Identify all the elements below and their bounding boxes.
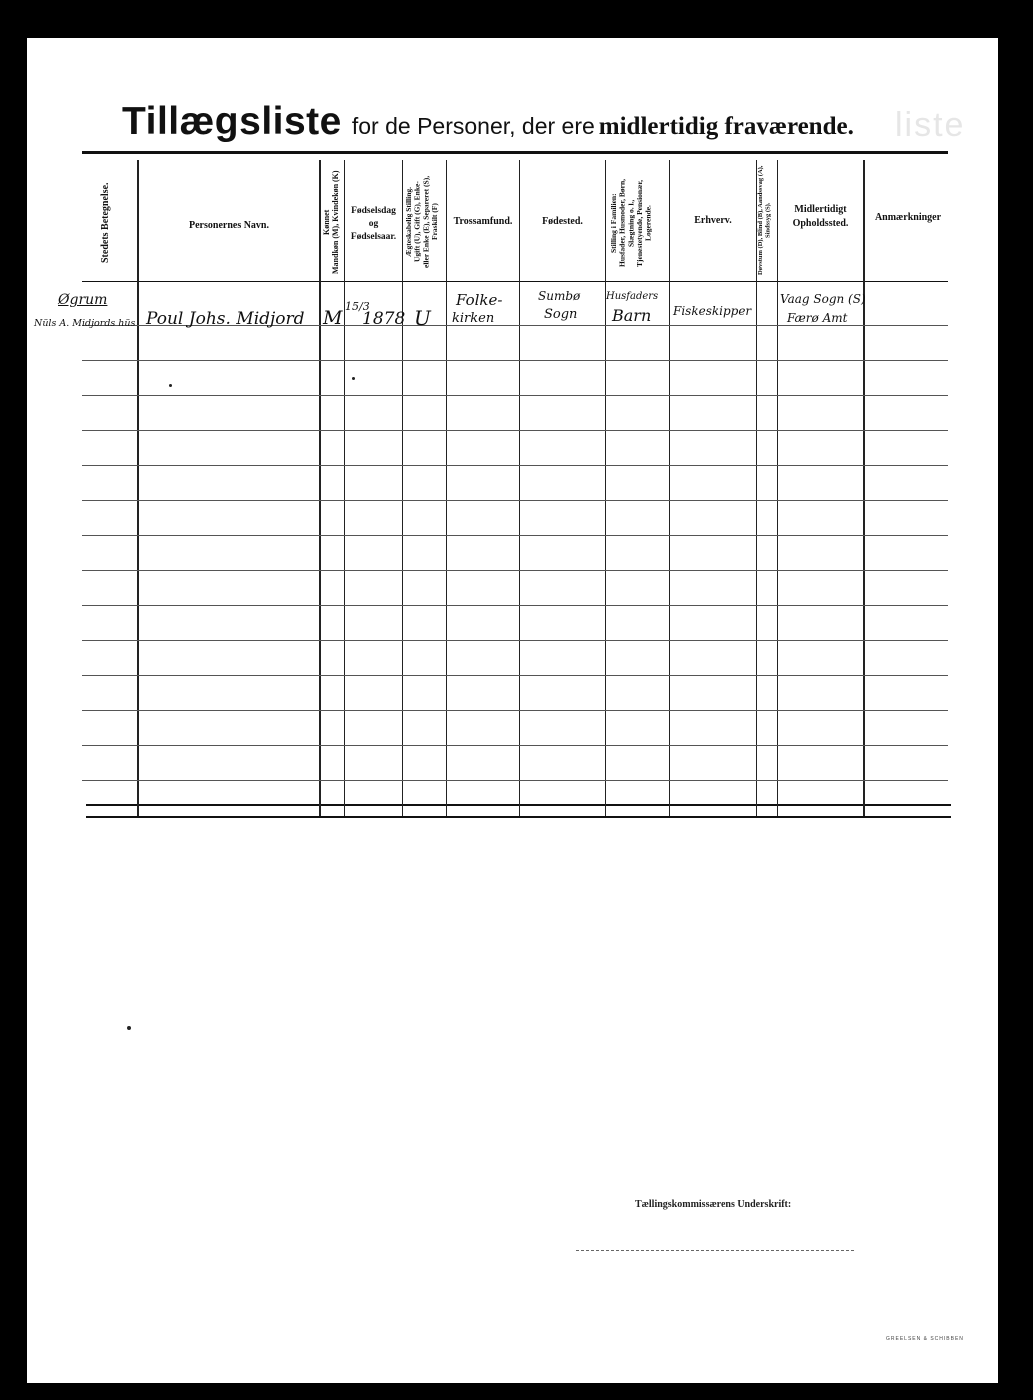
entry-fodested-line1: Sumbø: [538, 289, 581, 303]
header-fodselsdag: Fødselsdag og Fødselsaar.: [350, 206, 397, 242]
header-anm: Anmærkninger: [874, 212, 942, 223]
row-line: [82, 745, 948, 746]
entry-fodsel-day: 15/3: [345, 300, 370, 313]
header-tro: Trossamfund.: [453, 216, 513, 227]
row-line: [82, 570, 948, 571]
col-line-2: [319, 160, 321, 816]
signature-line: [576, 1250, 854, 1251]
entry-midl-line2: Færø Amt: [787, 311, 848, 325]
entry-erhverv: Fiskeskipper: [673, 304, 752, 318]
printer-mark: GREELSEN & SCHIBBEN: [886, 1336, 964, 1342]
ink-speck: [127, 1026, 131, 1030]
row-line: [82, 535, 948, 536]
entry-kjon: M: [323, 307, 343, 329]
table-top-rule: [82, 151, 948, 154]
row-line: [82, 640, 948, 641]
row-line: [82, 360, 948, 361]
row-line: [82, 675, 948, 676]
col-line-7: [605, 160, 606, 816]
col-line-6: [519, 160, 520, 816]
entry-fodsel-year: 1878: [362, 309, 406, 329]
col-line-3: [344, 160, 345, 816]
entry-tro-line1: Folke-: [456, 291, 503, 309]
header-erhverv: Erhverv.: [694, 215, 732, 226]
header-bottom-rule: [82, 281, 948, 282]
header-stilling: Stilling i Familien: Husfader, Husmoder, Børn, Slægtning o. l., Tjenestetyende, Pensionær, Logerende.: [609, 179, 653, 268]
entry-midl-line1: Vaag Sogn (S): [780, 292, 866, 306]
form-title: [122, 100, 854, 144]
entry-sted-line1: Øgrum: [58, 292, 108, 308]
col-line-1: [137, 160, 139, 816]
table-base-rule: [86, 816, 951, 818]
col-line-10: [777, 160, 778, 816]
row-line: [82, 465, 948, 466]
header-aegteskab: Ægteskabelig Stilling. Ugift (U), Gift (G), Enke- eller Enke (E), Separeret (S), Fraskilt (F): [404, 175, 439, 269]
col-line-5: [446, 160, 447, 816]
row-line: [82, 430, 948, 431]
entry-aegt: U: [414, 306, 431, 330]
header-fodested: Fødested.: [542, 216, 583, 227]
title-main: Tillægsliste: [122, 100, 342, 143]
entry-fodested-line2: Sogn: [544, 307, 578, 322]
signature-label: Tællingskommissærens Underskrift:: [635, 1199, 792, 1210]
header-stedets: Stedets Betegnelse.: [100, 182, 111, 263]
header-navn: Personernes Navn.: [189, 220, 269, 231]
col-line-4: [402, 160, 403, 816]
col-line-8: [669, 160, 670, 816]
watermark-text: liste: [895, 106, 966, 144]
entry-sted-line2: Nüls A. Midjords hüs: [34, 318, 136, 329]
ink-speck: [169, 384, 172, 387]
header-dov: Døvstum (D), Blind (B), Aandssvag (A), Sindssyg (S).: [757, 165, 772, 275]
entry-navn: Poul Johs. Midjord: [146, 309, 305, 329]
row-line: [82, 395, 948, 396]
ink-speck: [352, 377, 355, 380]
row-line: [82, 605, 948, 606]
entry-tro-line2: kirken: [452, 311, 495, 326]
row-line: [82, 710, 948, 711]
col-line-11: [863, 160, 865, 816]
row-line: [82, 500, 948, 501]
title-bold: midlertidig fraværende.: [598, 113, 854, 140]
entry-stilling-line1: Husfaders: [606, 291, 659, 302]
entry-stilling-line2: Barn: [612, 306, 652, 325]
header-kjonnet: Kønnet Mandkøn (M), Kvindekøn (K): [322, 170, 341, 274]
title-middle: for de Personer, der ere: [351, 113, 595, 139]
header-midl: Midlertidigt Opholdssted.: [792, 204, 849, 229]
row-line: [82, 780, 948, 781]
